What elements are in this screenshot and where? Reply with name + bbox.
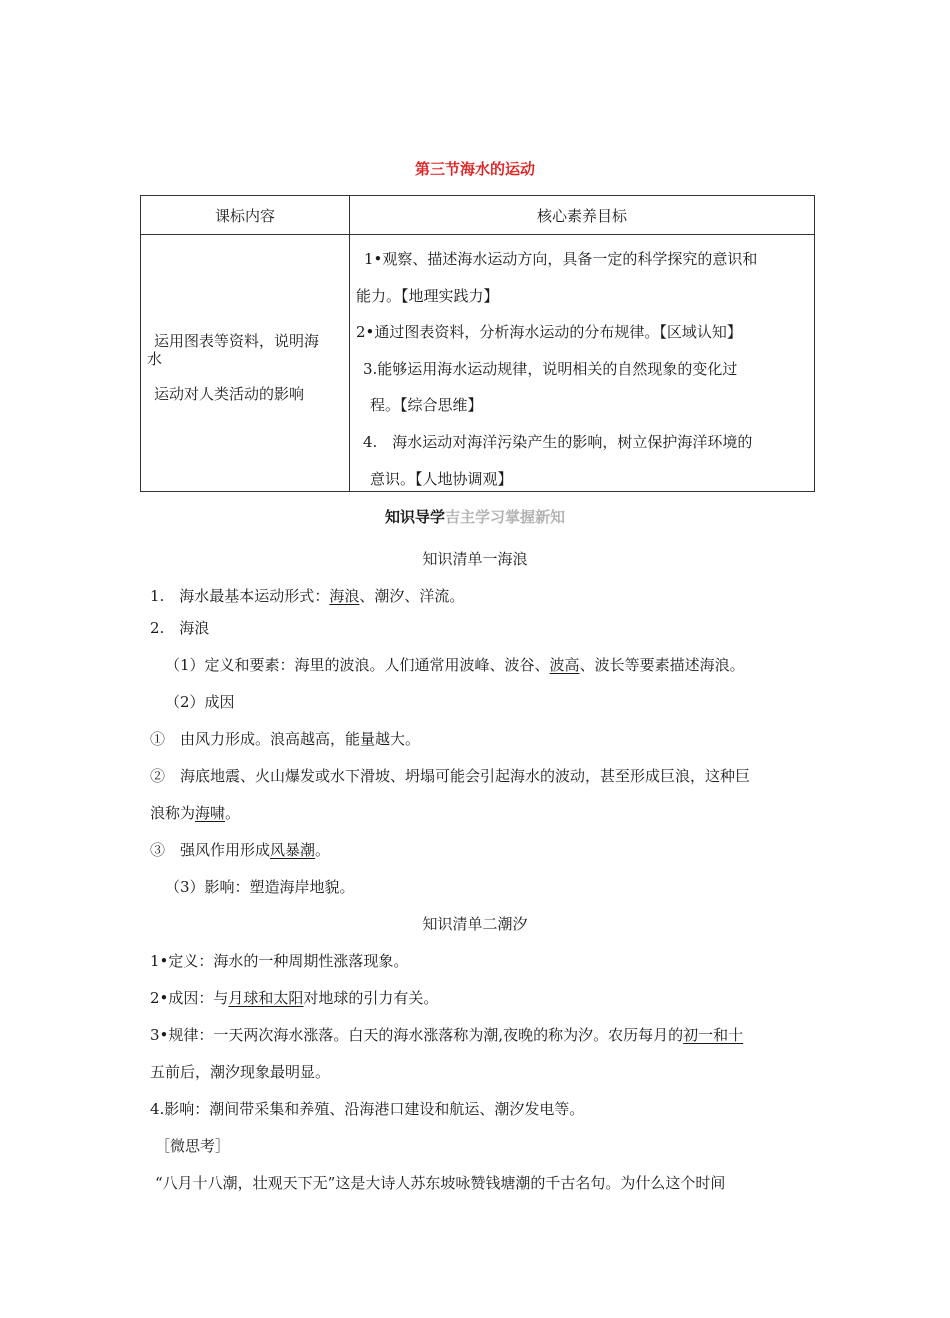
text-span: 前后，潮汐现象最明显。 xyxy=(165,1063,331,1081)
think-text: “八月十八潮，壮观天下无”这是大诗人苏东坡咏赞钱塘潮的千古名句。为什么这个时间 xyxy=(155,1174,726,1192)
text-line: ① 由风力形成。浪高越高，能量越大。 xyxy=(150,730,421,748)
text-span: 2•成因：与 xyxy=(150,989,229,1007)
guide-heading-grey: 吉主学习掌握新知 xyxy=(445,508,566,526)
goal-line: 意识。【人地协调观】 xyxy=(370,470,513,488)
goal-line: 4. 海水运动对海洋污染产生的影响，树立保护海洋环境的 xyxy=(363,433,753,451)
table-header-left: 课标内容 xyxy=(141,196,350,235)
text-line xyxy=(165,654,745,675)
section-title-waves: 知识清单一海浪 xyxy=(422,550,528,568)
text-span: （1）定义和要素：海里的波浪。人们通常用波峰、波谷、 xyxy=(165,656,550,674)
text-span: 3•规律：一天两次海水涨落。白天的海水涨落称为潮,夜晚的称为汐。农历每月的 xyxy=(150,1026,684,1044)
text-line xyxy=(150,839,330,860)
curriculum-text-line: 运动对人类活动的影响 xyxy=(154,385,305,403)
text-line: （2）成因 xyxy=(165,693,235,711)
text-line xyxy=(150,987,438,1008)
goal-line: 1•观察、描述海水运动方向，具备一定的科学探究的意识和 xyxy=(364,250,758,268)
text-line: 4.影响：潮间带采集和养殖、沿海港口建设和航运、潮汐发电等。 xyxy=(150,1100,585,1118)
goal-line: 能力。【地理实践力】 xyxy=(356,287,499,305)
underlined-term: 五 xyxy=(150,1063,166,1081)
goal-line: 2•通过图表资料，分析海水运动的分布规律。【区域认知】 xyxy=(356,323,742,341)
text-span: 。 xyxy=(315,841,331,859)
text-line: 2. 海浪 xyxy=(150,619,210,637)
goal-line: 3.能够运用海水运动规律，说明相关的自然现象的变化过 xyxy=(363,360,738,378)
table-header-right: 核心素养目标 xyxy=(350,196,815,235)
knowledge-guide-heading xyxy=(0,506,950,527)
text-span: 浪称为 xyxy=(150,804,196,822)
text-line: 1•定义：海水的一种周期性涨落现象。 xyxy=(150,952,409,970)
underlined-term: 月球和太阳 xyxy=(228,989,304,1007)
text-span: 对地球的引力有关。 xyxy=(303,989,439,1007)
underlined-term: 风暴潮 xyxy=(270,841,316,859)
section-title-tides: 知识清单二潮汐 xyxy=(422,915,528,933)
guide-heading-black: 知识导学 xyxy=(384,508,445,526)
curriculum-content-cell xyxy=(141,235,350,492)
page-title: 第三节海水的运动 xyxy=(414,160,535,178)
text-line xyxy=(150,585,464,606)
underlined-term: 波高 xyxy=(549,656,580,674)
underlined-term: 海啸 xyxy=(195,804,226,822)
text-span: ③ 强风作用形成 xyxy=(150,841,271,859)
text-line xyxy=(150,802,240,823)
curriculum-text-line: 水 xyxy=(147,350,163,368)
think-label: ［微思考］ xyxy=(155,1137,231,1155)
text-line: （3）影响：塑造海岸地貌。 xyxy=(165,878,355,896)
text-line xyxy=(150,1024,743,1045)
text-span: 1. 海水最基本运动形式： xyxy=(150,587,330,605)
text-span: 、波长等要素描述海浪。 xyxy=(579,656,745,674)
underlined-term: 初一和十 xyxy=(683,1026,744,1044)
text-span: 。 xyxy=(225,804,241,822)
text-span: 、潮汐、洋流。 xyxy=(359,587,465,605)
core-goals-cell xyxy=(350,235,815,492)
goal-line: 程。【综合思维】 xyxy=(370,396,483,414)
curriculum-table xyxy=(140,195,815,492)
curriculum-text-line: 运用图表等资料，说明海 xyxy=(154,332,320,350)
text-line xyxy=(150,1061,330,1082)
underlined-term: 海浪 xyxy=(329,587,360,605)
text-line: ② 海底地震、火山爆发或水下滑坡、坍塌可能会引起海水的波动，甚至形成巨浪，这种巨 xyxy=(150,767,751,785)
